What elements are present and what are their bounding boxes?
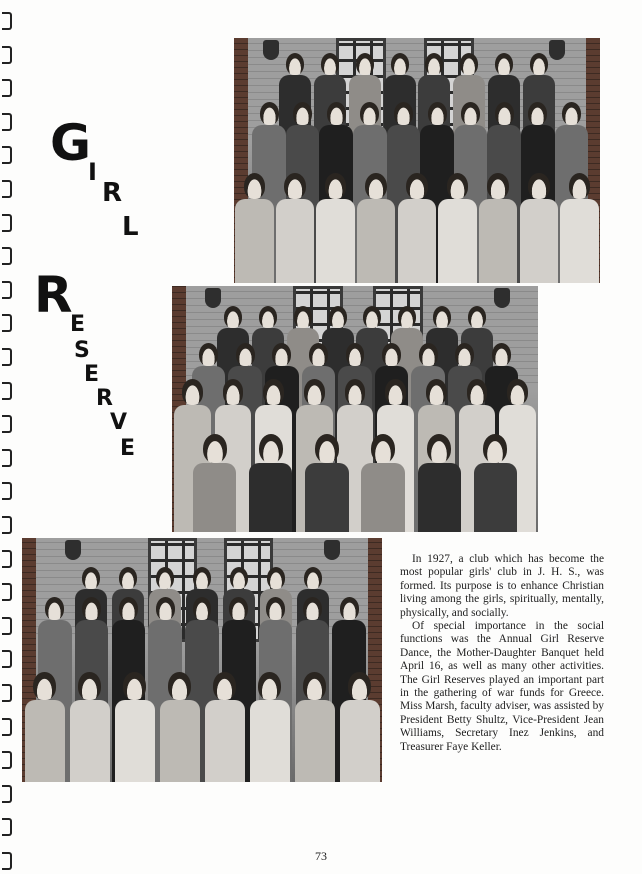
title-letter: S <box>74 338 90 363</box>
bottom-group-photo <box>22 538 382 782</box>
wall-lamp <box>324 540 340 560</box>
binding-ring <box>2 449 12 467</box>
person-figure <box>205 672 245 782</box>
binding-ring <box>2 146 12 164</box>
binding-ring <box>2 382 12 400</box>
person-figure <box>560 173 598 283</box>
person-figure <box>276 173 314 283</box>
binding-ring <box>2 79 12 97</box>
title-letter: E <box>120 436 136 461</box>
binding-ring <box>2 516 12 534</box>
binding-ring <box>2 617 12 635</box>
person-figure <box>160 672 200 782</box>
binding-ring <box>2 180 12 198</box>
person-figure <box>25 672 65 782</box>
title-letter: R <box>102 178 123 208</box>
binding-ring <box>2 348 12 366</box>
binding-ring <box>2 684 12 702</box>
binding-ring <box>2 113 12 131</box>
binding-ring <box>2 281 12 299</box>
person-figure <box>295 672 335 782</box>
binding-ring <box>2 751 12 769</box>
people-row <box>172 434 538 532</box>
person-figure <box>115 672 155 782</box>
person-figure <box>398 173 436 283</box>
middle-group-photo <box>172 286 538 532</box>
binding-ring <box>2 818 12 836</box>
caption-paragraph: In 1927, a club which has become the most popular girls' club in J. H. S., was formed. Its purpose is to enhance Christian living among the girls, spiritually, mentally, physically, and socially. <box>400 553 604 619</box>
binding-ring <box>2 415 12 433</box>
title-letter: I <box>88 158 97 186</box>
person-figure <box>520 173 558 283</box>
binding-ring <box>2 583 12 601</box>
person-figure <box>357 173 395 283</box>
title-letter: E <box>70 312 86 337</box>
person-figure <box>479 173 517 283</box>
person-figure <box>474 434 517 532</box>
person-figure <box>250 672 290 782</box>
person-figure <box>235 173 273 283</box>
title-letter: R <box>96 386 113 411</box>
binding-ring <box>2 718 12 736</box>
person-figure <box>249 434 292 532</box>
binding-ring <box>2 12 12 30</box>
title-letter: V <box>110 410 128 435</box>
binding-ring <box>2 785 12 803</box>
person-figure <box>305 434 348 532</box>
title-letter: E <box>84 362 100 387</box>
top-group-photo <box>234 38 600 283</box>
people-row <box>234 173 600 283</box>
person-figure <box>361 434 404 532</box>
binding-ring <box>2 46 12 64</box>
person-figure <box>340 672 380 782</box>
title-letter: L <box>122 212 139 242</box>
binding-ring <box>2 482 12 500</box>
person-figure <box>193 434 236 532</box>
person-figure <box>438 173 476 283</box>
spiral-binding <box>0 0 16 874</box>
caption-paragraph: Of special importance in the social functions was the Annual Girl Reserve Dance, the Mother-Daughter Banquet held April 16, as well as many other activities. The Girl Reserves played an important part in the gathering of war funds for Greece. Miss Marsh, faculty adviser, was assisted by President Betty Shultz, Vice-President Jean Williams, Secretary Inez Jenkins, and Treasurer Faye Keller. <box>400 620 604 753</box>
binding-ring <box>2 650 12 668</box>
person-figure <box>316 173 354 283</box>
title-letter: G <box>50 114 92 172</box>
wall-lamp <box>65 540 81 560</box>
binding-ring <box>2 314 12 332</box>
person-figure <box>418 434 461 532</box>
person-figure <box>70 672 110 782</box>
title-letter: R <box>34 266 73 324</box>
binding-ring <box>2 214 12 232</box>
binding-ring <box>2 247 12 265</box>
people-row <box>22 672 382 782</box>
caption-text <box>400 553 604 754</box>
page-number: 73 <box>315 849 327 863</box>
binding-ring <box>2 550 12 568</box>
